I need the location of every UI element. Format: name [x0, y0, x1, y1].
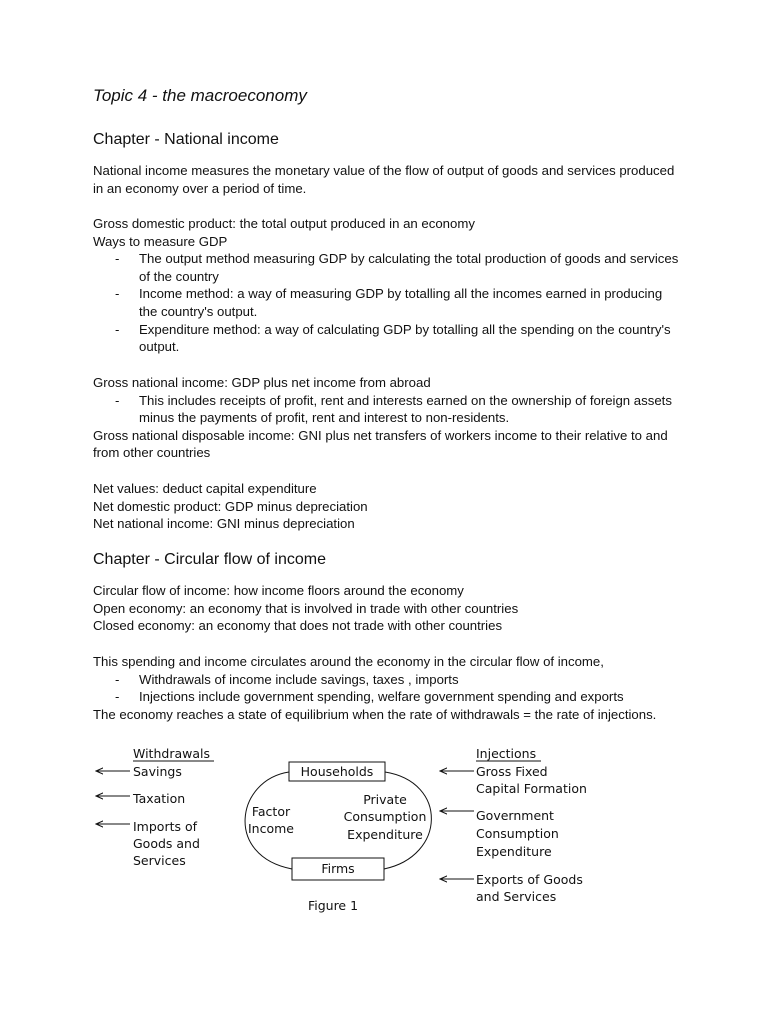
nni-text: Net national income: GNI minus depreciation: [93, 516, 355, 532]
government-label-line3: Expenditure: [476, 844, 552, 859]
withdrawals-heading: Withdrawals: [133, 746, 210, 761]
spending-intro: This spending and income circulates around the economy in the circular flow of income,: [93, 654, 604, 669]
bullet-dash: -: [115, 321, 120, 337]
households-label: Households: [300, 764, 374, 779]
factor-income-line1: Factor: [251, 804, 291, 819]
bullet-dash: -: [115, 392, 120, 408]
national-income-section: [93, 162, 683, 197]
bullet-dash: -: [115, 286, 120, 302]
list-item: [93, 392, 683, 427]
government-label-line1: Government: [476, 808, 554, 823]
gfcf-label-line1: Gross Fixed: [476, 764, 548, 779]
output-method-text: The output method measuring GDP by calculating the total production of goods and services of the country: [139, 251, 679, 284]
gni-definition: Gross national income: GDP plus net income from abroad: [93, 375, 431, 390]
list-item: [93, 285, 683, 320]
circular-flow-defs: [93, 582, 683, 635]
bullet-dash: -: [115, 689, 120, 705]
firms-label: Firms: [321, 861, 355, 876]
gfcf-label-line2: Capital Formation: [476, 781, 587, 796]
circular-flow-figure: [0, 738, 768, 918]
list-item: [93, 688, 683, 706]
private-consumption-line3: Expenditure: [347, 827, 423, 842]
gdp-section: [93, 215, 683, 356]
private-consumption-line2: Consumption: [343, 809, 427, 824]
list-item: [93, 321, 683, 356]
exports-label-line2: and Services: [476, 889, 557, 904]
private-consumption-line1: Private: [363, 792, 407, 807]
imports-label-line1: Imports of: [133, 819, 198, 834]
closed-economy-definition: Closed economy: an economy that does not trade with other countries: [93, 618, 503, 634]
gndi-definition: Gross national disposable income: GNI plus net transfers of workers income to their relative to and from other countries: [93, 427, 668, 461]
bullet-dash: -: [115, 671, 120, 687]
ndp-text: Net domestic product: GDP minus depreciation: [93, 498, 368, 514]
government-label-line2: Consumption: [476, 826, 559, 841]
bullet-dash: -: [115, 251, 120, 267]
list-item: [93, 250, 683, 285]
gdp-definition: Gross domestic product: the total output produced in an economy: [93, 216, 475, 231]
savings-label: Savings: [133, 764, 182, 779]
withdrawals-bullet-text: Withdrawals of income include savings, taxes , imports: [139, 671, 459, 687]
topic-title: Topic 4 - the macroeconomy: [93, 86, 307, 105]
imports-label-line2: Goods and: [133, 836, 200, 851]
equilibrium-text: The economy reaches a state of equilibrium when the rate of withdrawals = the rate of injections.: [93, 706, 657, 722]
imports-label-line3: Services: [133, 853, 186, 868]
income-method-text: Income method: a way of measuring GDP by totalling all the incomes earned in producing the country's output.: [139, 286, 663, 319]
open-economy-definition: Open economy: an economy that is involved in trade with other countries: [93, 600, 519, 616]
circular-flow-definition: Circular flow of income: how income floors around the economy: [93, 583, 464, 598]
chapter-national-income-title: Chapter - National income: [93, 131, 279, 148]
spending-section: [93, 653, 683, 723]
factor-income-line2: Income: [248, 821, 294, 836]
figure-caption: Figure 1: [307, 898, 359, 913]
net-values-section: [93, 480, 683, 533]
net-values-text: Net values: deduct capital expenditure: [93, 481, 317, 496]
injections-bullet-text: Injections include government spending, welfare government spending and exports: [139, 689, 624, 705]
exports-label-line1: Exports of Goods: [476, 872, 583, 887]
gni-bullet-text: This includes receipts of profit, rent and interests earned on the ownership of foreign assets minus the payments of profit, rent and interest to non-residents.: [139, 392, 672, 426]
expenditure-method-text: Expenditure method: a way of calculating GDP by totalling all the spending on the country's output.: [139, 321, 671, 355]
national-income-intro: National income measures the monetary value of the flow of output of goods and services produced in an economy over a period of time.: [93, 163, 675, 196]
taxation-label: Taxation: [133, 791, 186, 806]
list-item: [93, 671, 683, 689]
chapter-circular-flow-title: Chapter - Circular flow of income: [93, 551, 326, 568]
gni-section: [93, 374, 683, 462]
injections-heading: Injections: [476, 746, 537, 761]
ways-heading: Ways to measure GDP: [93, 233, 228, 249]
